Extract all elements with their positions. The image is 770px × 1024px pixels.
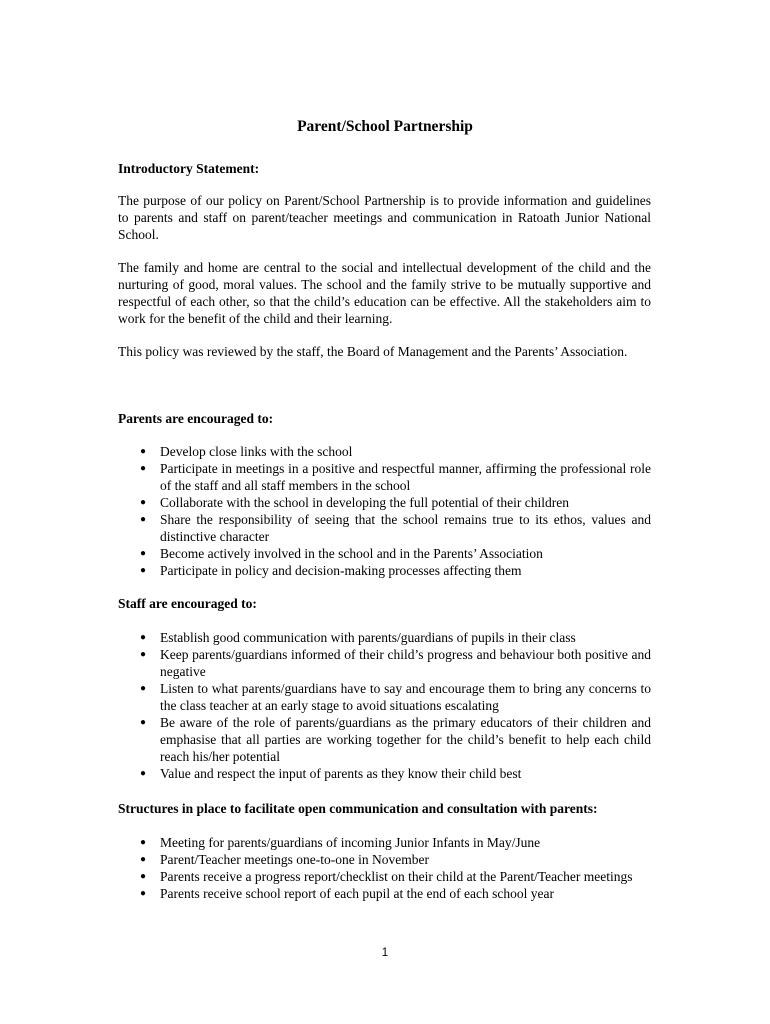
document-title: Parent/School Partnership [297, 118, 473, 135]
list-item [118, 868, 651, 885]
bullet-icon: ● [140, 565, 147, 576]
bullet-icon: ● [140, 463, 147, 474]
list-item [118, 494, 651, 511]
page-number: 1 [381, 947, 389, 959]
bullet-icon: ● [140, 837, 147, 848]
intro-paragraph: This policy was reviewed by the staff, the Board of Management and the Parents’ Association. [118, 344, 628, 359]
list-item-text: Parents receive school report of each pupil at the end of each school year [160, 886, 554, 901]
list-item-text: Meeting for parents/guardians of incoming Junior Infants in May/June [160, 835, 541, 850]
list-item [118, 680, 651, 714]
list-item-text: Keep parents/guardians informed of their child’s progress and behaviour both positive and negative [160, 647, 651, 679]
bullet-icon: ● [140, 683, 147, 694]
list-item [118, 834, 651, 851]
bullet-icon: ● [140, 854, 147, 865]
list-item [118, 765, 651, 782]
bullet-icon: ● [140, 871, 147, 882]
parents-list [118, 443, 651, 579]
list-item-text: Parents receive a progress report/checklist on their child at the Parent/Teacher meetings [160, 869, 633, 884]
staff-list [118, 629, 651, 782]
bullet-icon: ● [140, 717, 147, 728]
list-item [118, 885, 651, 902]
bullet-icon: ● [140, 446, 147, 457]
list-item-text: Participate in policy and decision-making processes affecting them [160, 563, 522, 578]
list-item [118, 443, 651, 460]
bullet-icon: ● [140, 888, 147, 899]
list-item [118, 562, 651, 579]
parents-heading: Parents are encouraged to: [118, 411, 274, 426]
bullet-icon: ● [140, 649, 147, 660]
list-item-text: Establish good communication with parents/guardians of pupils in their class [160, 630, 576, 645]
list-item-text: Share the responsibility of seeing that the school remains true to its ethos, values and distinctive character [160, 512, 651, 544]
list-item-text: Be aware of the role of parents/guardians as the primary educators of their children and emphasise that all parties are working together for the child’s benefit to help each child reach his/her potential [160, 715, 651, 764]
list-item-text: Develop close links with the school [160, 444, 353, 459]
bullet-icon: ● [140, 514, 147, 525]
list-item-text: Listen to what parents/guardians have to say and encourage them to bring any concerns to the class teacher at an early stage to avoid situations escalating [160, 681, 651, 713]
list-item [118, 460, 651, 494]
staff-heading: Staff are encouraged to: [118, 596, 257, 611]
intro-heading: Introductory Statement: [118, 161, 260, 176]
list-item-text: Become actively involved in the school and in the Parents’ Association [160, 546, 543, 561]
intro-paragraph: The family and home are central to the social and intellectual development of the child and the nurturing of good, moral values. The school and the family strive to be mutually supportive and respectful of each other, so that the child’s education can be effective. All the stakeholders aim to work for the benefit of the child and their learning. [118, 260, 651, 326]
list-item [118, 714, 651, 765]
list-item-text: Collaborate with the school in developing the full potential of their children [160, 495, 570, 510]
list-item [118, 545, 651, 562]
list-item [118, 646, 651, 680]
list-item-text: Participate in meetings in a positive and respectful manner, affirming the professional role of the staff and all staff members in the school [160, 461, 651, 493]
list-item [118, 629, 651, 646]
list-item-text: Value and respect the input of parents as they know their child best [160, 766, 522, 781]
bullet-icon: ● [140, 768, 147, 779]
bullet-icon: ● [140, 497, 147, 508]
intro-paragraph: The purpose of our policy on Parent/School Partnership is to provide information and guidelines to parents and staff on parent/teacher meetings and communication in Ratoath Junior National School. [118, 193, 651, 242]
bullet-icon: ● [140, 548, 147, 559]
list-item [118, 851, 651, 868]
list-item-text: Parent/Teacher meetings one-to-one in November [160, 852, 429, 867]
structures-heading: Structures in place to facilitate open communication and consultation with parents: [118, 801, 598, 816]
bullet-icon: ● [140, 632, 147, 643]
structures-list [118, 834, 651, 902]
list-item [118, 511, 651, 545]
